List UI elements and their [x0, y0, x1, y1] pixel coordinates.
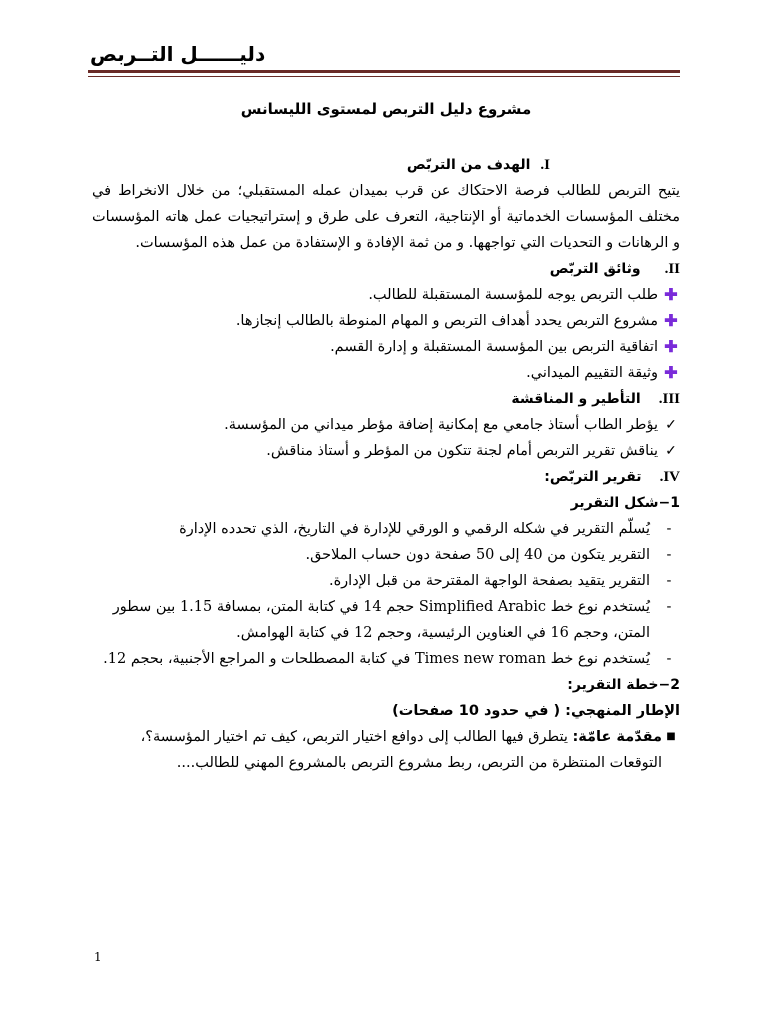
list-item: ✚ اتفاقية التربص بين المؤسسة المستقبلة و إدارة القسم. — [92, 334, 680, 360]
plus-bullet-icon: ✚ — [664, 311, 678, 330]
plus-bullet-icon: ✚ — [664, 285, 678, 304]
plus-bullet-icon: ✚ — [664, 363, 678, 382]
report-format-list — [92, 516, 680, 672]
methodological-framework-heading: الإطار المنهجي: ( في حدود 10 صفحات) — [392, 703, 680, 719]
document-body — [92, 96, 680, 776]
dash-bullet: - — [666, 573, 672, 589]
list-item — [92, 724, 680, 776]
list-item: ✓ يناقش تقرير التربص أمام لجنة تتكون من المؤطر و أستاذ مناقش. — [92, 438, 680, 464]
section-heading-4 — [92, 464, 680, 490]
plan-list — [92, 724, 680, 776]
plus-bullet-icon: ✚ — [664, 337, 678, 356]
subsection-heading-2: 2−خطة التقرير: — [567, 677, 680, 693]
list-item: ✓ يؤطر الطاب أستاذ جامعي مع إمكانية إضافة مؤطر ميداني من المؤسسة. — [92, 412, 680, 438]
subsection-number: 2− — [658, 677, 680, 693]
subsection-number: 1− — [658, 495, 680, 511]
document-title: مشروع دليل التربص لمستوى الليسانس — [240, 100, 532, 118]
header-title: دليــــــل التــربص — [90, 42, 266, 66]
checkmark-icon: ✓ — [665, 443, 677, 459]
section-title: وثائق التربّص — [549, 261, 641, 277]
section-heading-3 — [92, 386, 680, 412]
dash-bullet: - — [666, 547, 672, 563]
section-number: II. — [664, 261, 680, 277]
list-item: - التقرير يتقيد بصفحة الواجهة المقترحة من قبل الإدارة. — [92, 568, 680, 594]
list-item: - يُستخدم نوع خط Simplified Arabic حجم 14 في كتابة المتن، بمسافة 1.15 بين سطور المتن، وحجم 16 في العناوين الرئيسية، وحجم 12 في كتابة الهوامش. — [92, 594, 680, 646]
documents-list — [92, 282, 680, 386]
section-number: III. — [658, 391, 680, 407]
list-item: ✚ مشروع التربص يحدد أهداف التربص و المهام المنوطة بالطالب إنجازها. — [92, 308, 680, 334]
list-item: ✚ طلب التربص يوجه للمؤسسة المستقبلة للطالب. — [92, 282, 680, 308]
section-number: I. — [540, 157, 550, 173]
list-item: - يُسلّم التقرير في شكله الرقمي و الورقي للإدارة في التاريخ، الذي تحدده الإدارة — [92, 516, 680, 542]
intro-label: مقدّمة عامّة: — [572, 729, 662, 745]
checkmark-icon: ✓ — [665, 417, 677, 433]
subsection-heading-1 — [92, 490, 680, 516]
list-item: - التقرير يتكون من 40 إلى 50 صفحة دون حساب الملاحق. — [92, 542, 680, 568]
intro-text: يتطرق فيها الطالب إلى دوافع اختيار التربص، كيف تم اختيار المؤسسة؟، التوقعات المنتظرة من التربص، ربط مشروع التربص بالمشروع المهني للطالب.... — [140, 729, 662, 771]
list-item: ✚ وثيقة التقييم الميداني. — [92, 360, 680, 386]
dash-bullet: - — [666, 521, 672, 537]
section-title: الهدف من التربّص — [406, 157, 531, 173]
subsection-title: خطة التقرير — [572, 677, 659, 693]
section-paragraph: يتيح التربص للطالب فرصة الاحتكاك عن قرب بميدان عمله المستقبلي؛ من خلال الانخراط في مختلف المؤسسات الخدماتية أو الإنتاجية، التعرف على طرق و إستراتيجيات عمل هاته المؤسسات و الرهانات و التحديات التي تواجهها. و من ثمة الإفادة و الإستفادة من عمل هذه المؤسسات. — [92, 183, 680, 251]
square-bullet-icon: ■ — [666, 731, 676, 742]
supervision-list — [92, 412, 680, 464]
list-item: - يُستخدم نوع خط Times new roman في كتابة المصطلحات و المراجع الأجنبية، بحجم 12. — [92, 646, 680, 672]
section-number: IV. — [659, 469, 680, 485]
header-rule-thick — [88, 70, 680, 73]
subsection-title: شكل التقرير — [570, 495, 659, 511]
dash-bullet: - — [666, 651, 672, 667]
header-rule-thin — [88, 76, 680, 77]
dash-bullet: - — [666, 599, 672, 615]
section-title: تقرير التربّص: — [544, 469, 642, 485]
section-heading-2 — [92, 256, 680, 282]
section-heading-1 — [92, 152, 680, 178]
section-title: التأطير و المناقشة — [511, 391, 641, 407]
page-number: 1 — [94, 950, 102, 964]
